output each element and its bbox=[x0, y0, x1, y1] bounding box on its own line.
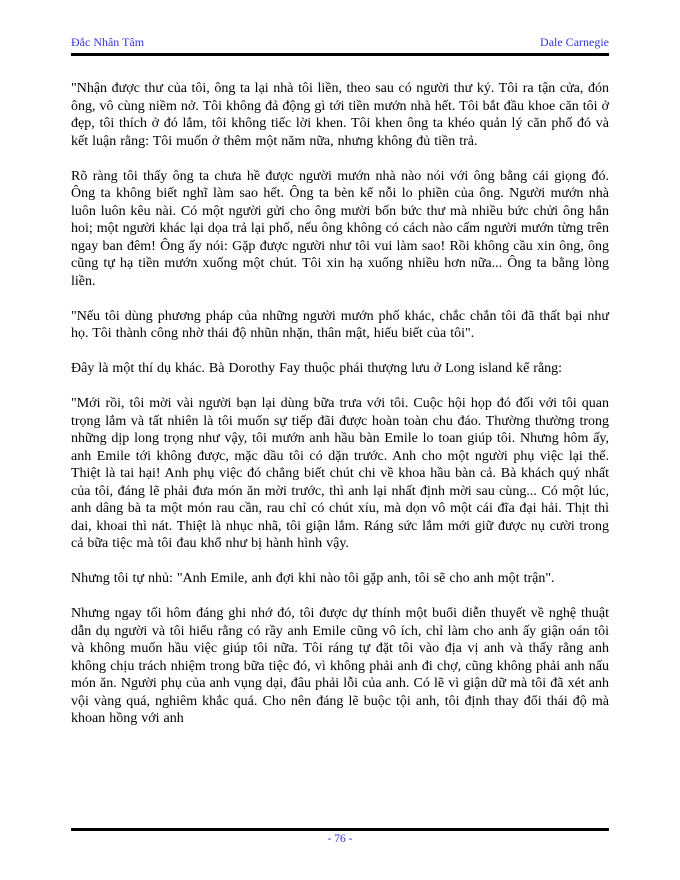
book-title: Đắc Nhân Tâm bbox=[71, 35, 145, 49]
paragraph: "Nhận được thư của tôi, ông ta lại nhà tôi liền, theo sau có người thư ký. Tôi ra tận cửa, đón ông, vô cùng niềm nở. Tôi không đả động gì tới tiền mướn nhà hết. Tôi bắt đầu khoe căn tôi ở đẹp, tôi thích ở đó lắm, tôi không tiếc lời khen. Tôi khen ông ta khéo quản lý căn phố đó và kết luận rằng: Tôi muốn ở thêm một năm nữa, nhưng không đủ tiền trả. bbox=[71, 81, 609, 149]
footer-rule bbox=[71, 828, 609, 831]
header-column bbox=[71, 0, 609, 56]
paragraph: Nhưng tôi tự nhủ: "Anh Emile, anh đợi khi nào tôi gặp anh, tôi sẽ cho anh một trận". bbox=[71, 571, 555, 586]
body-text bbox=[71, 80, 609, 728]
page-header bbox=[71, 0, 609, 53]
page-number: - 76 - bbox=[327, 833, 353, 845]
paragraph: Đây là một thí dụ khác. Bà Dorothy Fay thuộc phái thượng lưu ở Long island kể rằng: bbox=[71, 361, 563, 376]
paragraph: Nhưng ngay tối hôm đáng ghi nhớ đó, tôi được dự thính một buổi diễn thuyết về nghệ thuật dẫn dụ người và tôi hiểu rằng có rầy anh Emile cũng vô ích, chỉ làm cho anh ấy giận oán tôi và không muốn hầu việc giúp tôi nữa. Tôi ráng tự đặt tôi vào địa vị anh và thấy rằng anh không chịu trách nhiệm trong bữa tiệc đó, vì không phải anh đi chợ, cũng không phải anh nấu món ăn. Người phụ của anh vụng dại, đâu phải lỗi của anh. Có lẽ vì giận dữ mà tôi đã xét anh vội vàng quá, nghiêm khắc quá. Cho nên đáng lẽ buộc tội anh, tôi định thay đổi thái độ mà khoan hồng với anh bbox=[71, 606, 609, 726]
header-rule bbox=[71, 53, 609, 56]
paragraph: Rõ ràng tôi thấy ông ta chưa hề được người mướn nhà nào nói với ông bằng cái giọng đó. Ông ta không biết nghĩ làm sao hết. Ông ta bèn kể nỗi lo phiền của ông. Người mướn nhà luôn luôn kêu nài. Có một người gửi cho ông mười bốn bức thư mà nhiều bức chửi ông hẳn hoi; một người khác lại dọa trả lại phố, nếu ông không có cách nào cấm người mướn từng trên ngay ban đêm! Ông ấy nói: Gặp được người như tôi vui làm sao! Rồi không cầu xin ông, ông cũng tự hạ tiền mướn xuống một chút. Tôi xin hạ xuống nhiều hơn nữa... Ông ta bằng lòng liền. bbox=[71, 168, 609, 289]
paragraph: "Nếu tôi dùng phương pháp của những người mướn phố khác, chắc chắn tôi đã thất bại như họ. Tôi thành công nhờ thái độ nhũn nhặn, thân mật, hiểu biết của tôi". bbox=[71, 308, 609, 341]
author-name: Dale Carnegie bbox=[540, 35, 609, 49]
paragraph: "Mới rồi, tôi mời vài người bạn lại dùng bữa trưa với tôi. Cuộc hội họp đó đối với tôi quan trọng lắm và tất nhiên là tôi muốn sự tiếp đãi được hoàn toàn chu đáo. Thường thường trong những dịp long trọng như vậy, tôi mướn anh hầu bàn Emile lo toan giúp tôi. Nhưng hôm ấy, anh Emile tới không được, mặc dầu tôi có dặn trước. Anh cho một người phụ việc lại thế. Thiệt là tai hại! Anh phụ việc đó chẳng biết chút chi về khoa hầu bàn cả. Bà khách quý nhất của tôi, đáng lẽ phải đưa món ăn mời trước, thì anh lại nhất định mời sau cùng... Có một lúc, anh dâng bà ta một món rau cần, rau chỉ có chút xíu, mà dọn vô một cái đĩa đại hải. Thịt thì dai, khoai thì nát. Thiệt là nhục nhã, tôi giận lắm. Ráng sức lắm mới giữ được nụ cười trong cả bữa tiệc mà tôi đau khổ như bị hành hình vậy. bbox=[71, 396, 609, 551]
page-footer bbox=[71, 828, 609, 845]
